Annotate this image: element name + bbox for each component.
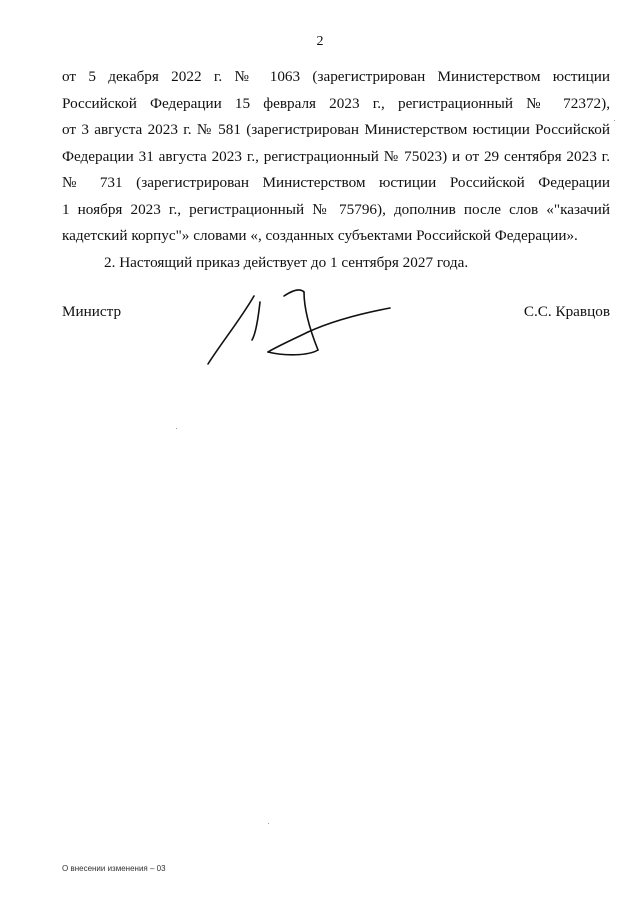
text-line: от 3 августа 2023 г. № 581 (зарегистрирован Министерством юстиции Российской — [62, 121, 610, 138]
footer-mark: О внесении изменения – 03 — [62, 864, 166, 873]
text-line: Федерации 31 августа 2023 г., регистрационный № 75023) и от 29 сентября 2023 г. — [62, 147, 610, 165]
signer-title: Министр — [62, 303, 122, 320]
scan-speck — [176, 428, 177, 429]
signer-name: С.С. Кравцов — [523, 303, 610, 320]
handwritten-signature — [200, 280, 400, 375]
body-text — [62, 64, 610, 276]
text-line: Российской Федерации 15 февраля 2023 г., регистрационный № 72372), — [62, 94, 610, 112]
text-line: кадетский корпус"» словами «, созданных субъектами Российской Федерации». — [62, 227, 578, 244]
text-line: от 5 декабря 2022 г. № 1063 (зарегистрирован Министерством юстиции — [62, 68, 610, 85]
scan-speck — [268, 823, 269, 824]
page-number: 2 — [316, 34, 324, 49]
text-line: 1 ноября 2023 г., регистрационный № 75796), дополнив после слов «"казачий — [62, 200, 610, 218]
text-line: № 731 (зарегистрирован Министерством юстиции Российской Федерации — [62, 174, 610, 191]
paragraph-2: 2. Настоящий приказ действует до 1 сентября 2027 года. — [104, 253, 469, 271]
scan-speck — [614, 120, 615, 121]
